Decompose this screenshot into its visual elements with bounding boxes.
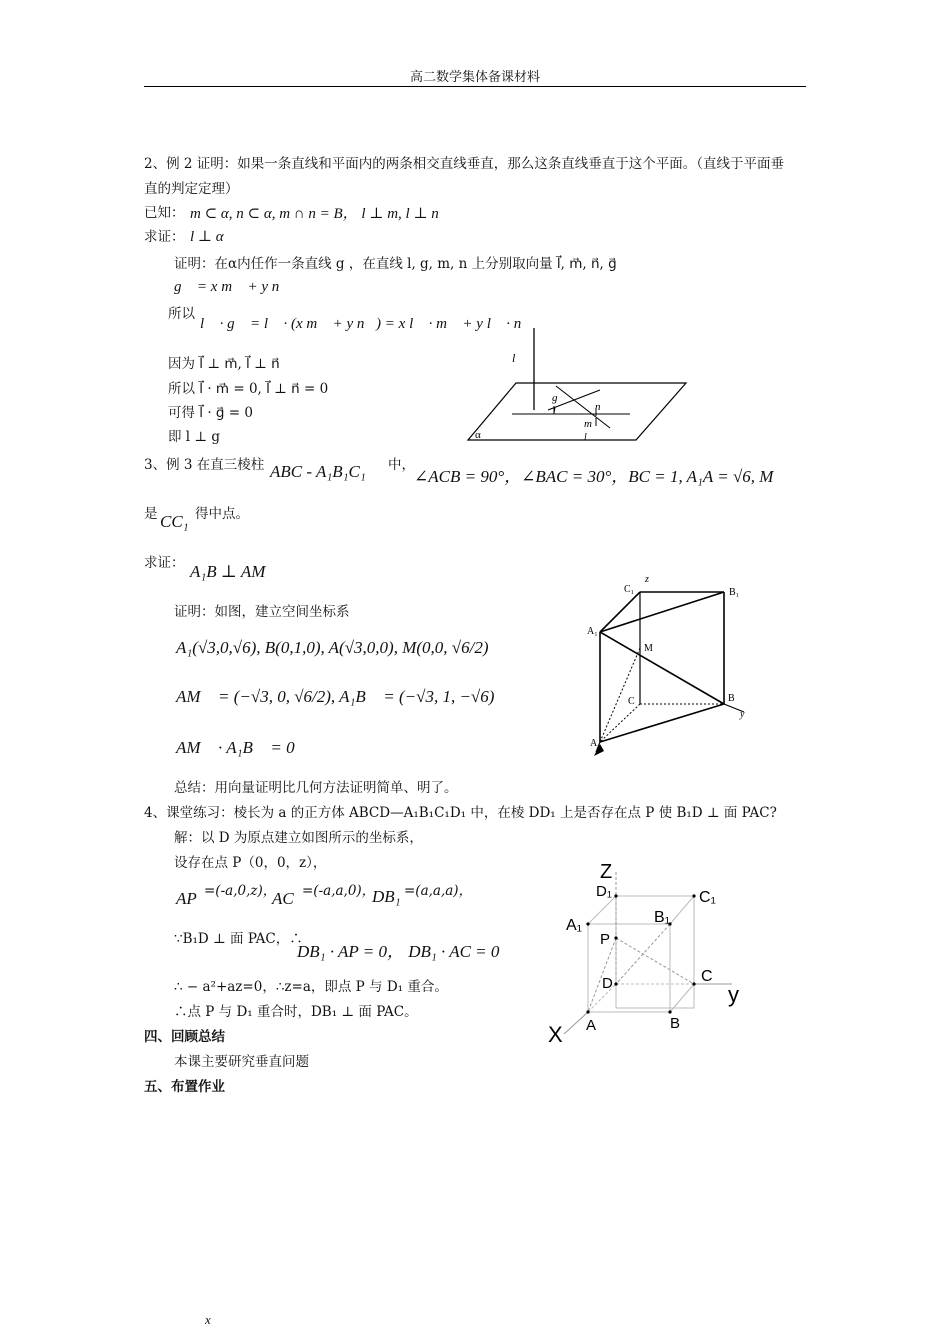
- label-l-mid: l: [553, 406, 556, 417]
- ex3-prove: A₁B ⊥ AM: [190, 562, 266, 581]
- label-l-bottom: l: [584, 432, 587, 443]
- plane-figure: [460, 322, 700, 448]
- footer-mark: x: [205, 1312, 211, 1327]
- edge-a1-b1: [600, 592, 724, 632]
- label-z: z: [645, 574, 649, 585]
- cube-figure: [544, 858, 764, 1048]
- point-d: [614, 982, 617, 985]
- segment-b1d: [616, 924, 670, 984]
- sec4-body: 本课主要研究垂直问题: [174, 1054, 309, 1070]
- ex2-because: 因为 l⃗ ⊥ m⃗, l⃗ ⊥ n⃗: [168, 356, 280, 372]
- plane-alpha: [468, 383, 686, 440]
- point-b: [668, 1010, 671, 1013]
- ex2-line1: 2、例 2 证明：如果一条直线和平面内的两条相交直线垂直，那么这条直线垂直于这个平面。（直线于平面垂: [144, 156, 785, 172]
- ex4-ap-val: =(-a,0,z)，: [204, 883, 277, 899]
- label-c1: C₁: [624, 584, 635, 595]
- edge-a1-b: [600, 632, 724, 704]
- ex2-proof2: g⃗ = x m⃗ + y n⃗: [174, 279, 291, 295]
- label-m: M: [644, 643, 653, 654]
- ex4-sol6: ∴点 P 与 D₁ 重合时，DB₁ ⊥ 面 PAC。: [174, 1004, 418, 1020]
- ex4-sol1: 解：以 D 为原点建立如图所示的坐标系，: [174, 830, 423, 846]
- label-p: P: [600, 931, 611, 948]
- ex4-ac: AC: [272, 889, 294, 908]
- label-c: C: [628, 696, 635, 707]
- line-n: [556, 386, 610, 428]
- label-y: y: [740, 709, 745, 720]
- ex3-prism: ABC - A₁B₁C₁: [270, 462, 366, 481]
- ex3-midpoint: 得中点。: [195, 506, 249, 522]
- ex4-sol2: 设存在点 P（0，0，z），: [174, 855, 327, 871]
- point-a: [586, 1010, 589, 1013]
- label-g: g: [552, 392, 558, 404]
- ex2-ie: 即 l ⊥ g: [168, 429, 221, 445]
- label-a: A: [590, 738, 598, 749]
- point-a1: [586, 922, 589, 925]
- point-d1: [614, 894, 617, 897]
- label-l-top: l: [512, 351, 516, 365]
- ex2-so2: 所以 l⃗ · m⃗ = 0, l⃗ ⊥ n⃗ = 0: [168, 381, 329, 397]
- label-d: D: [602, 975, 613, 992]
- header-rule: [144, 86, 806, 87]
- top-face: [588, 896, 694, 924]
- ex2-can: 可得 l⃗ · g⃗ = 0: [168, 405, 253, 421]
- prism-figure: [584, 570, 760, 760]
- ex4-line1: 4、课堂练习：棱长为 a 的正方体 ABCD—A₁B₁C₁D₁ 中，在棱 DD₁ 上是否存在点 P 使 B₁D ⊥ 面 PAC?: [144, 805, 777, 821]
- ex2-prove-label: 求证：: [144, 229, 185, 245]
- ex3-proof-intro: 证明：如图，建立空间坐标系: [174, 604, 350, 620]
- ex3-intro: 3、例 3 在直三棱柱: [144, 457, 265, 473]
- ex3-summary: 总结：用向量证明比几何方法证明简单、明了。: [174, 780, 458, 796]
- label-b1: B₁: [729, 587, 740, 598]
- ex2-proof1: 证明：在α内任作一条直线 g ，在直线 l, g, m, n 上分别取向量 l⃗, m⃗, n⃗, g⃗: [174, 256, 617, 272]
- ex4-ap: AP: [176, 889, 197, 908]
- label-b: B: [728, 693, 735, 704]
- label-c1: C₁: [699, 889, 716, 906]
- point-c: [692, 982, 695, 985]
- ex2-proof3: l⃗ · g⃗ = l⃗ · (x m⃗ + y n⃗) = x l⃗ · m⃗ + y l⃗ · n⃗: [200, 316, 533, 332]
- edge-a-b: [600, 704, 724, 742]
- label-c: C: [701, 968, 713, 985]
- label-x: X: [548, 1022, 563, 1047]
- page-header: 高二数学集体备课材料: [409, 70, 540, 85]
- label-y: y: [728, 982, 739, 1007]
- x-axis: [564, 1012, 588, 1034]
- point-c1: [692, 894, 695, 897]
- ex4-db: DB₁: [372, 887, 401, 906]
- segment-am: [600, 648, 640, 742]
- ex4-ac-val: =(-a,a,0)，: [302, 883, 376, 899]
- ex3-conditions: ∠ACB = 90°，∠BAC = 30°，BC = 1, A₁A = √6, M: [414, 467, 774, 486]
- ex2-prove: l ⊥ α: [190, 229, 224, 245]
- ex3-zhong: 中，: [388, 457, 415, 473]
- sec4-title: 四、回顾总结: [144, 1029, 225, 1045]
- label-a1: A₁: [587, 626, 598, 637]
- ex3-shi: 是: [144, 506, 158, 522]
- ex2-so-label: 所以: [168, 306, 195, 322]
- label-a1: A₁: [566, 917, 583, 934]
- label-m: m: [584, 418, 592, 430]
- sec5-title: 五、布置作业: [144, 1079, 225, 1095]
- ex2-given-label: 已知：: [144, 205, 185, 221]
- ex3-coords: A₁(√3,0,√6), B(0,1,0), A(√3,0,0), M(0,0, √6/2): [176, 638, 489, 657]
- label-d1: D₁: [596, 883, 612, 900]
- label-b1: B₁: [654, 909, 671, 926]
- ex3-prove-label: 求证：: [144, 555, 185, 571]
- ex2-given: m ⊂ α, n ⊂ α, m ∩ n = B， l ⊥ m, l ⊥ n: [190, 206, 439, 222]
- label-alpha: α: [475, 429, 481, 441]
- ex3-vec2: AM⃗ · A₁B⃗ = 0: [176, 738, 295, 757]
- ex3-cc1: CC₁: [160, 512, 189, 531]
- segment-pc: [616, 938, 694, 984]
- ex4-db-val: =(a,a,a)，: [404, 883, 473, 899]
- ex4-sol4a: ∵B₁D ⊥ 面 PAC，∴: [174, 931, 303, 947]
- ex3-vec1: AM⃗ = (−√3, 0, √6/2), A₁B⃗ = (−√3, 1, −√6): [176, 687, 495, 706]
- ex4-sol5: ∴ − a²+az=0，∴z=a，即点 P 与 D₁ 重合。: [174, 979, 448, 995]
- point-p: [614, 936, 617, 939]
- label-n: n: [595, 401, 601, 413]
- label-a: A: [586, 1017, 597, 1034]
- ex2-line2: 直的判定定理）: [144, 181, 239, 197]
- ex4-sol4b: DB₁ · AP = 0， DB₁ · AC = 0: [297, 942, 500, 961]
- label-z: Z: [600, 861, 613, 883]
- label-b: B: [670, 1015, 681, 1032]
